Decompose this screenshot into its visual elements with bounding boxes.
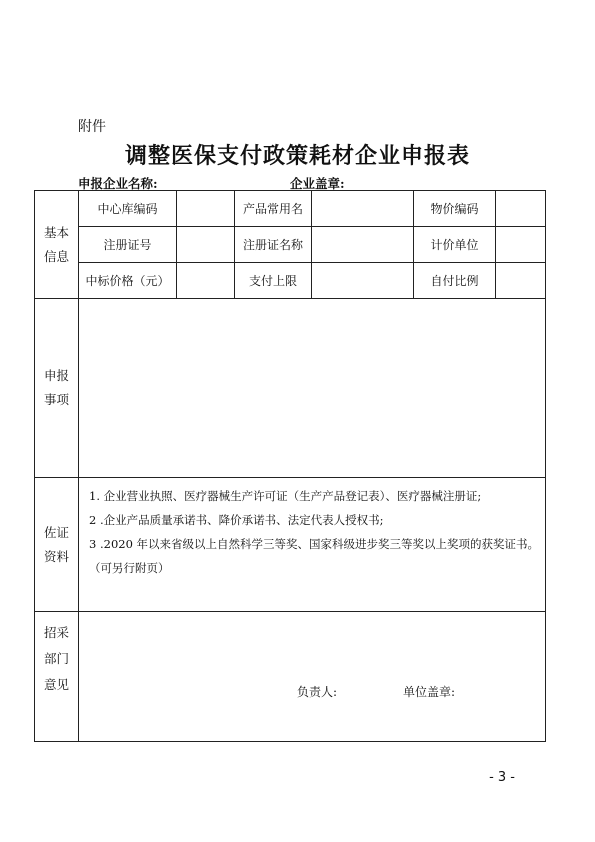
field-label: 物价编码 — [414, 191, 496, 227]
field-label: 注册证名称 — [235, 227, 312, 263]
responsible-person-label: 负责人: — [297, 685, 338, 699]
supporting-docs-section-label: 佐证 资料 — [35, 478, 79, 612]
basic-info-row — [35, 191, 546, 227]
supporting-doc-item: 1. 企业营业执照、医疗器械生产许可证（生产产品登记表）、医疗器械注册证; — [89, 489, 482, 503]
company-seal-label: 企业盖章: — [290, 176, 345, 191]
procurement-opinion-row — [35, 612, 546, 742]
supporting-docs-row — [35, 478, 546, 612]
basic-info-row — [35, 227, 546, 263]
field-value-bid-price[interactable] — [177, 263, 235, 299]
page-number: - 3 - — [489, 770, 515, 785]
declaration-content-area[interactable] — [79, 299, 546, 478]
procurement-opinion-area[interactable] — [79, 612, 546, 742]
field-value-product-name[interactable] — [312, 191, 414, 227]
field-value-pricing-unit[interactable] — [496, 227, 546, 263]
field-value-self-pay-ratio[interactable] — [496, 263, 546, 299]
field-value-payment-limit[interactable] — [312, 263, 414, 299]
company-name-label: 申报企业名称: — [78, 176, 158, 191]
declaration-row — [35, 299, 546, 478]
field-label: 支付上限 — [235, 263, 312, 299]
field-label: 计价单位 — [414, 227, 496, 263]
supporting-doc-item: 3 .2020 年以来省级以上自然科学三等奖、国家科级进步奖三等奖以上奖项的获奖证书。 — [89, 537, 540, 551]
field-label: 中心库编码 — [79, 191, 177, 227]
supporting-doc-item: 2 .企业产品质量承诺书、降价承诺书、法定代表人授权书; — [89, 513, 384, 527]
procurement-section-label: 招采 部门 意见 — [35, 612, 79, 742]
declaration-section-label: 申报 事项 — [35, 299, 79, 478]
field-label: 产品常用名 — [235, 191, 312, 227]
unit-seal-label: 单位盖章: — [403, 685, 456, 699]
field-label: 中标价格（元） — [79, 263, 177, 299]
supporting-docs-content — [79, 478, 546, 612]
page-title: 调整医保支付政策耗材企业申报表 — [124, 143, 470, 169]
supporting-doc-item: （可另行附页） — [89, 561, 170, 575]
basic-info-section-label: 基本 信息 — [35, 191, 79, 299]
attachment-label: 附件 — [78, 119, 106, 135]
field-value-registration-no[interactable] — [177, 227, 235, 263]
basic-info-row — [35, 263, 546, 299]
field-value-center-code[interactable] — [177, 191, 235, 227]
declaration-form-table — [34, 190, 546, 742]
field-label: 自付比例 — [414, 263, 496, 299]
field-value-registration-name[interactable] — [312, 227, 414, 263]
field-label: 注册证号 — [79, 227, 177, 263]
field-value-price-code[interactable] — [496, 191, 546, 227]
